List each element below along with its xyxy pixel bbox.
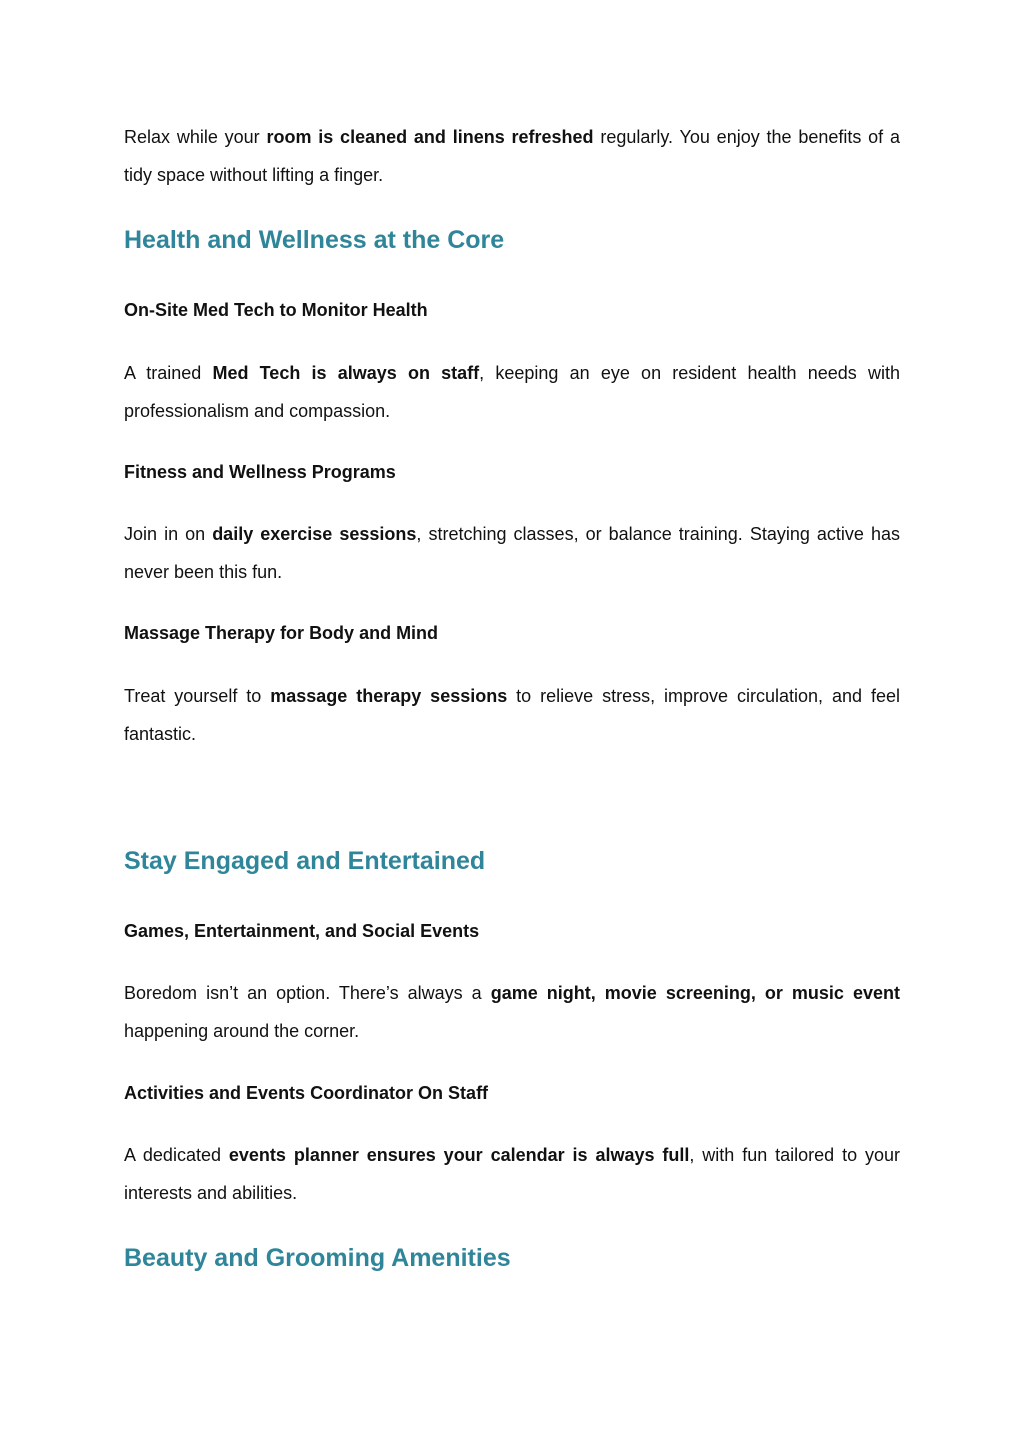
- section-heading-beauty: Beauty and Grooming Amenities: [124, 1244, 511, 1272]
- paragraph-fitness: Join in on daily exercise sessions, stretching classes, or balance training. Staying active has never been this fun.: [124, 524, 901, 582]
- intro-paragraph: Relax while your room is cleaned and linens refreshed regularly. You enjoy the benefits of a tidy space without lifting a finger.: [124, 127, 900, 185]
- paragraph-games: Boredom isn’t an option. There’s always a game night, movie screening, or music event happening around the corner.: [124, 983, 900, 1041]
- paragraph-events-coordinator: A dedicated events planner ensures your calendar is always full, with fun tailored to your interests and abilities.: [124, 1145, 900, 1203]
- subheading-massage: Massage Therapy for Body and Mind: [124, 623, 439, 643]
- subheading-fitness: Fitness and Wellness Programs: [124, 462, 396, 482]
- subheading-games: Games, Entertainment, and Social Events: [124, 921, 480, 941]
- paragraph-med-tech: A trained Med Tech is always on staff, keeping an eye on resident health needs with professionalism and compassion.: [124, 363, 900, 421]
- paragraph-massage: Treat yourself to massage therapy sessions to relieve stress, improve circulation, and feel fantastic.: [124, 686, 900, 744]
- section-heading-health: Health and Wellness at the Core: [124, 226, 505, 254]
- section-heading-engaged: Stay Engaged and Entertained: [124, 847, 486, 875]
- subheading-events-coordinator: Activities and Events Coordinator On Staff: [124, 1083, 489, 1103]
- subheading-med-tech: On-Site Med Tech to Monitor Health: [124, 300, 428, 320]
